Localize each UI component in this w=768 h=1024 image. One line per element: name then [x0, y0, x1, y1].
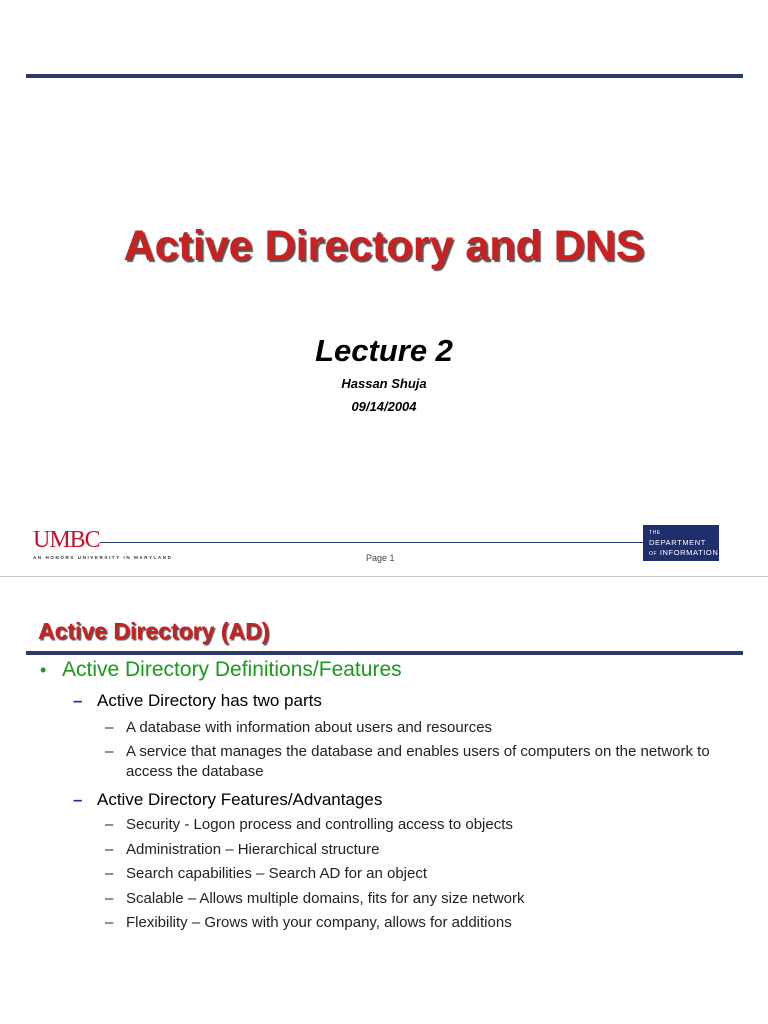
list-item-text: A service that manages the database and enables users of computers on the network to access the database: [126, 743, 710, 780]
list-item-text: Search capabilities – Search AD for an object: [126, 865, 428, 882]
umbc-logo-word: UMBC: [33, 527, 100, 553]
dept-line-1: DEPARTMENT: [649, 538, 706, 547]
author-name: Hassan Shuja: [341, 376, 427, 391]
department-logo: [643, 525, 719, 568]
dash-mark: –: [105, 914, 114, 931]
slide-2-title: Active Directory (AD): [38, 618, 270, 644]
dash-mark: –: [105, 743, 114, 760]
list-item-text: Flexibility – Grows with your company, allows for additions: [126, 914, 512, 931]
list-item: [105, 889, 725, 909]
umbc-logo-tagline: AN HONORS UNIVERSITY IN MARYLAND: [33, 555, 173, 560]
top-rule: [26, 74, 743, 78]
dash-mark: –: [73, 691, 83, 710]
slide-2-top-rule: [26, 651, 743, 655]
list-item: [105, 864, 725, 884]
page-number: Page 1: [366, 553, 395, 563]
dash-mark: –: [105, 865, 114, 882]
dash-mark: –: [105, 719, 114, 736]
dash-mark: –: [105, 841, 114, 858]
list-item: [105, 742, 725, 782]
dept-of: OF: [649, 551, 658, 557]
main-bullet-text: Active Directory Definitions/Features: [62, 658, 402, 681]
list-item: [105, 718, 725, 738]
list-item: [105, 840, 725, 860]
list-item-text: Administration – Hierarchical structure: [126, 841, 380, 858]
dept-the: THE: [649, 530, 661, 536]
dash-mark: –: [105, 890, 114, 907]
section-heading-text: Active Directory Features/Advantages: [97, 790, 383, 809]
list-item: [105, 815, 725, 835]
section-heading-text: Active Directory has two parts: [97, 691, 322, 710]
list-item-text: Scalable – Allows multiple domains, fits for any size network: [126, 890, 525, 907]
umbc-logo: [33, 528, 193, 564]
dash-mark: –: [105, 816, 114, 833]
main-bullet: [40, 658, 402, 682]
lecture-date: 09/14/2004: [351, 399, 417, 414]
section-heading: [73, 691, 322, 711]
dash-mark: –: [73, 790, 83, 809]
section-heading: [73, 790, 382, 810]
dept-line-2: INFORMATION: [659, 548, 719, 557]
list-item-text: Security - Logon process and controlling access to objects: [126, 816, 513, 833]
slide-subtitle: Lecture 2: [315, 333, 453, 368]
list-item: [105, 913, 725, 933]
list-item-text: A database with information about users and resources: [126, 719, 493, 736]
dept-line-3: SYSTEMS: [649, 559, 690, 568]
footer-rule: [100, 542, 643, 543]
slide-title: Active Directory and DNS: [123, 222, 645, 270]
bullet-mark: •: [40, 660, 47, 680]
